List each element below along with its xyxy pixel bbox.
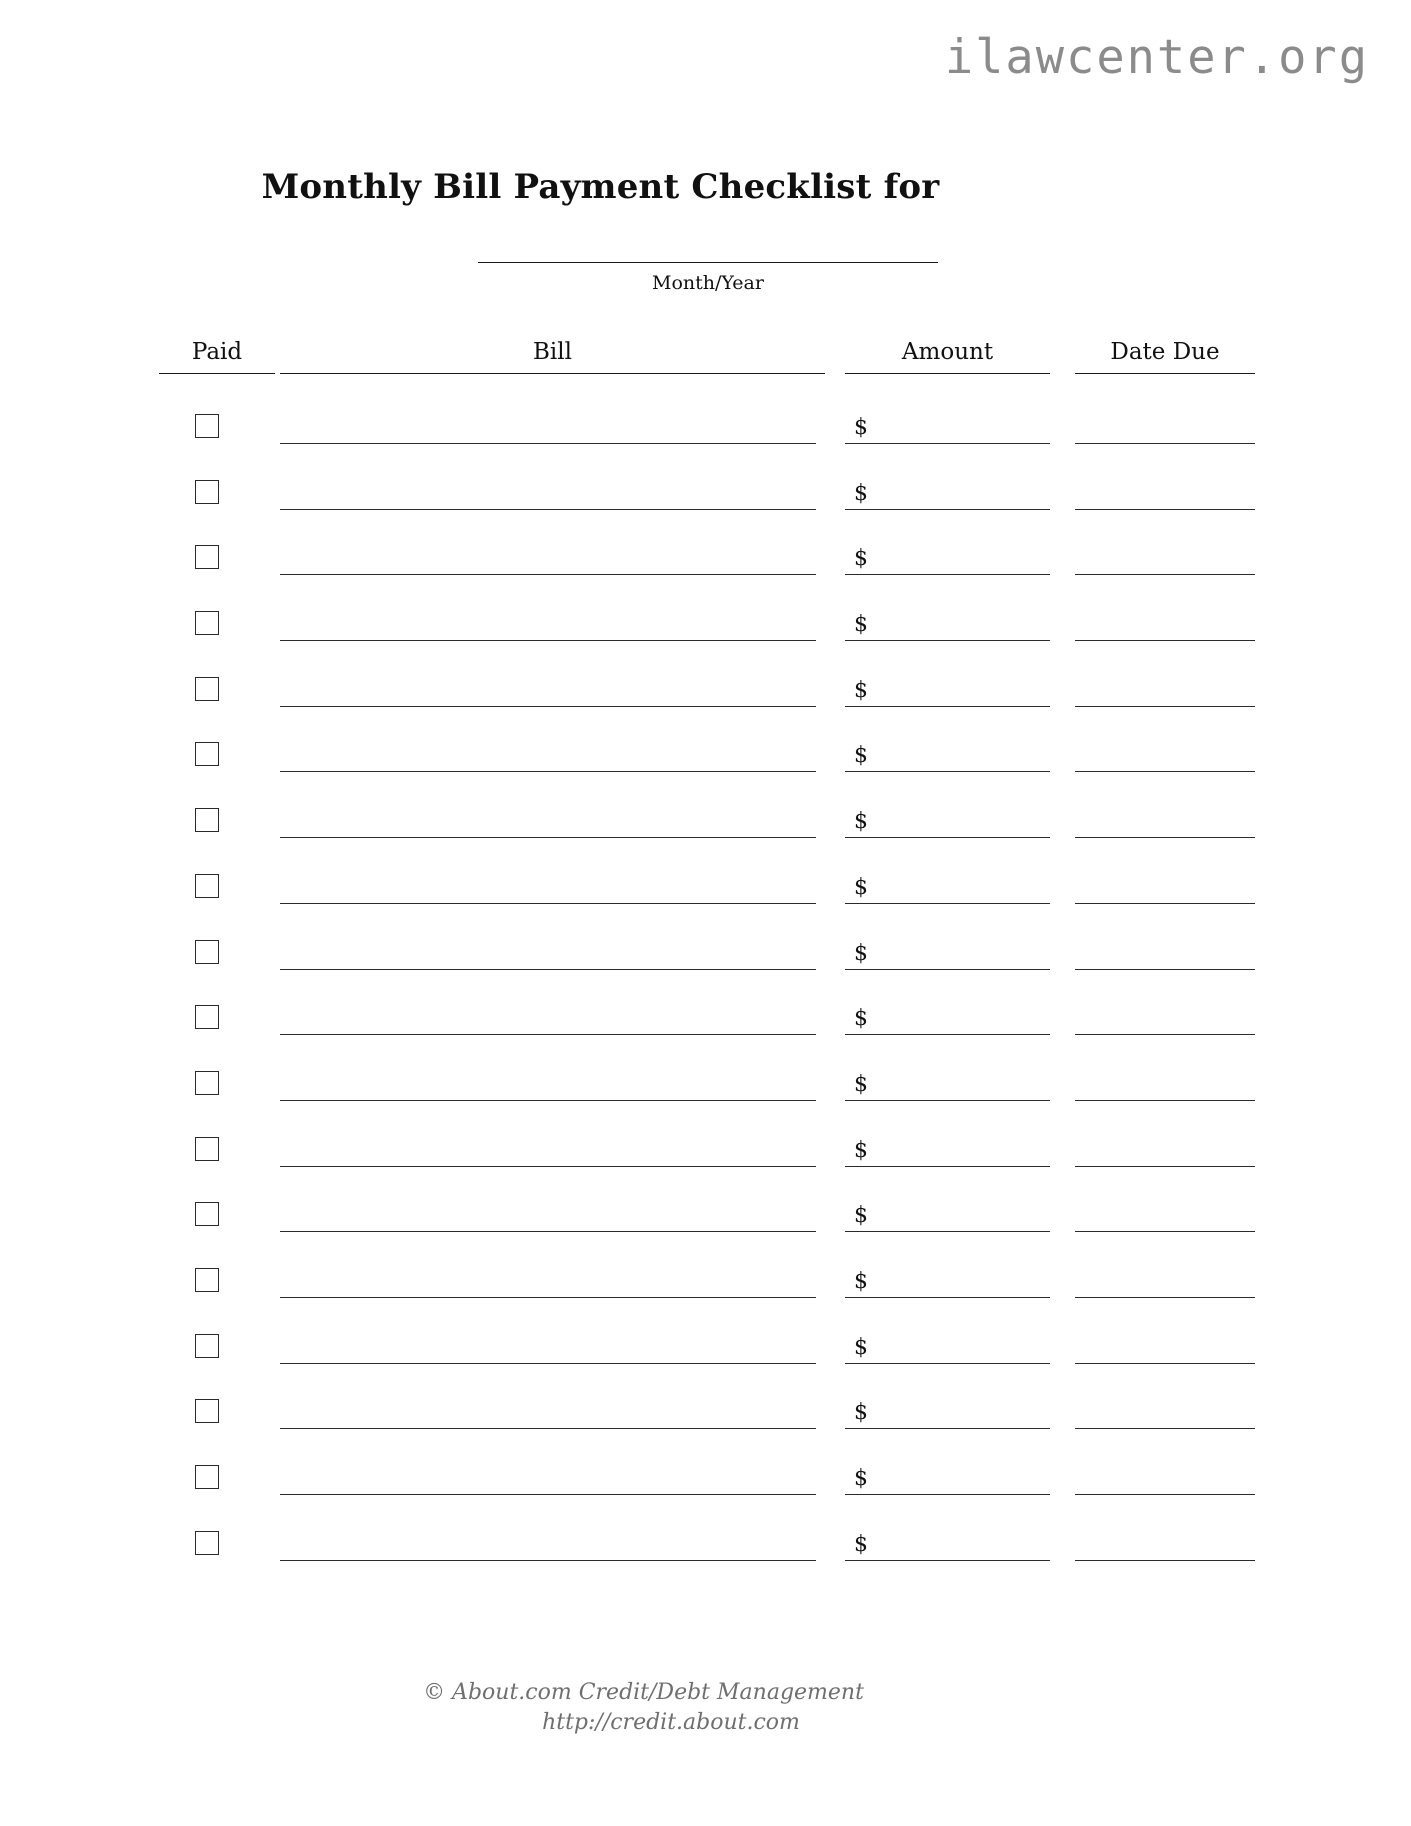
table-row — [0, 996, 1411, 1062]
footer-copyright: © About.com Credit/Debt Management — [423, 1680, 864, 1705]
date-due-input-line[interactable] — [1075, 1560, 1255, 1561]
table-row — [0, 1062, 1411, 1128]
amount-input-line[interactable] — [845, 1297, 1050, 1298]
column-header-paid — [159, 341, 275, 377]
date-due-input-line[interactable] — [1075, 771, 1255, 772]
currency-symbol: $ — [854, 415, 868, 440]
table-row — [0, 471, 1411, 537]
paid-checkbox[interactable] — [195, 1399, 219, 1423]
amount-input-line[interactable] — [845, 574, 1050, 575]
amount-input-line[interactable] — [845, 509, 1050, 510]
bill-input-line[interactable] — [280, 1560, 816, 1561]
date-due-input-line[interactable] — [1075, 574, 1255, 575]
currency-symbol: $ — [854, 809, 868, 835]
bill-input-line[interactable] — [280, 443, 816, 444]
date-due-input-line[interactable] — [1075, 1428, 1255, 1429]
paid-checkbox[interactable] — [195, 874, 219, 898]
bill-input-line[interactable] — [280, 903, 816, 904]
currency-symbol: $ — [854, 743, 868, 769]
page-title-text: Monthly Bill Payment Checklist for — [261, 167, 940, 207]
table-row — [0, 1193, 1411, 1259]
currency-symbol: $ — [854, 940, 868, 966]
paid-checkbox[interactable] — [195, 1465, 219, 1489]
date-due-input-line[interactable] — [1075, 969, 1255, 970]
table-row — [0, 602, 1411, 668]
paid-checkbox[interactable] — [195, 480, 219, 504]
bill-input-line[interactable] — [280, 1428, 816, 1429]
bill-input-line[interactable] — [280, 1166, 816, 1167]
date-due-input-line[interactable] — [1075, 509, 1255, 510]
date-due-input-line[interactable] — [1075, 443, 1255, 444]
amount-input-line[interactable] — [845, 443, 1050, 444]
currency-symbol: $ — [854, 1466, 868, 1491]
column-header-date-due-label: Date Due — [1110, 339, 1220, 365]
amount-input-line[interactable] — [845, 706, 1050, 707]
amount-input-line[interactable] — [845, 969, 1050, 970]
month-year-label: Month/Year — [652, 272, 764, 294]
table-row — [0, 931, 1411, 997]
amount-input-line[interactable] — [845, 903, 1050, 904]
paid-checkbox[interactable] — [195, 940, 219, 964]
page-title — [0, 167, 1411, 207]
column-header-bill-label: Bill — [533, 339, 572, 365]
table-row — [0, 405, 1411, 471]
date-due-input-line[interactable] — [1075, 1494, 1255, 1495]
table-row — [0, 668, 1411, 734]
table-row — [0, 799, 1411, 865]
footer-url: http://credit.about.com — [542, 1709, 800, 1735]
paid-checkbox[interactable] — [195, 545, 219, 569]
bill-input-line[interactable] — [280, 1297, 816, 1298]
bill-input-line[interactable] — [280, 771, 816, 772]
currency-symbol: $ — [854, 1071, 868, 1097]
column-header-amount — [845, 341, 1050, 377]
date-due-input-line[interactable] — [1075, 1034, 1255, 1035]
currency-symbol: $ — [854, 1334, 868, 1360]
amount-input-line[interactable] — [845, 1494, 1050, 1495]
paid-checkbox[interactable] — [195, 1071, 219, 1095]
currency-symbol: $ — [854, 874, 868, 900]
currency-symbol: $ — [854, 546, 868, 572]
amount-input-line[interactable] — [845, 1100, 1050, 1101]
bill-input-line[interactable] — [280, 1100, 816, 1101]
currency-symbol: $ — [854, 1137, 868, 1163]
table-row — [0, 1325, 1411, 1391]
column-header-amount-rule — [845, 373, 1050, 374]
checklist-rows — [0, 405, 1411, 1587]
paid-checkbox[interactable] — [195, 414, 219, 438]
table-row — [0, 865, 1411, 931]
date-due-input-line[interactable] — [1075, 706, 1255, 707]
table-row — [0, 536, 1411, 602]
paid-checkbox[interactable] — [195, 742, 219, 766]
site-watermark: ilawcenter.org — [944, 30, 1369, 85]
bill-input-line[interactable] — [280, 509, 816, 510]
bill-input-line[interactable] — [280, 640, 816, 641]
column-header-paid-label: Paid — [191, 339, 243, 365]
column-header-paid-rule — [159, 373, 275, 374]
bill-input-line[interactable] — [280, 837, 816, 838]
paid-checkbox[interactable] — [195, 677, 219, 701]
column-header-bill — [280, 341, 825, 377]
amount-input-line[interactable] — [845, 1034, 1050, 1035]
date-due-input-line[interactable] — [1075, 1231, 1255, 1232]
paid-checkbox[interactable] — [195, 808, 219, 832]
column-header-date-due — [1075, 341, 1255, 377]
column-header-date-due-rule — [1075, 373, 1255, 374]
date-due-input-line[interactable] — [1075, 1363, 1255, 1364]
date-due-input-line[interactable] — [1075, 1297, 1255, 1298]
amount-input-line[interactable] — [845, 1166, 1050, 1167]
amount-input-line[interactable] — [845, 640, 1050, 641]
currency-symbol: $ — [854, 1006, 868, 1032]
paid-checkbox[interactable] — [195, 1137, 219, 1161]
bill-input-line[interactable] — [280, 706, 816, 707]
bill-input-line[interactable] — [280, 1034, 816, 1035]
table-row — [0, 1456, 1411, 1522]
column-header-bill-rule — [280, 373, 825, 374]
paid-checkbox[interactable] — [195, 1531, 219, 1555]
table-row — [0, 1259, 1411, 1325]
amount-input-line[interactable] — [845, 1560, 1050, 1561]
amount-input-line[interactable] — [845, 1231, 1050, 1232]
amount-input-line[interactable] — [845, 1428, 1050, 1429]
paid-checkbox[interactable] — [195, 1268, 219, 1292]
bill-input-line[interactable] — [280, 969, 816, 970]
table-row — [0, 1522, 1411, 1588]
currency-symbol: $ — [854, 612, 868, 638]
paid-checkbox[interactable] — [195, 1334, 219, 1358]
date-due-input-line[interactable] — [1075, 837, 1255, 838]
currency-symbol: $ — [854, 480, 868, 506]
paid-checkbox[interactable] — [195, 1202, 219, 1226]
amount-input-line[interactable] — [845, 1363, 1050, 1364]
currency-symbol: $ — [854, 1400, 868, 1426]
table-row — [0, 733, 1411, 799]
paid-checkbox[interactable] — [195, 611, 219, 635]
month-year-writing-line[interactable] — [478, 262, 938, 263]
date-due-input-line[interactable] — [1075, 903, 1255, 904]
date-due-input-line[interactable] — [1075, 640, 1255, 641]
bill-input-line[interactable] — [280, 1231, 816, 1232]
bill-input-line[interactable] — [280, 574, 816, 575]
table-row — [0, 1128, 1411, 1194]
amount-input-line[interactable] — [845, 771, 1050, 772]
bill-input-line[interactable] — [280, 1363, 816, 1364]
date-due-input-line[interactable] — [1075, 1100, 1255, 1101]
page-footer — [0, 1678, 1411, 1737]
currency-symbol: $ — [854, 677, 868, 703]
currency-symbol: $ — [854, 1203, 868, 1229]
column-header-amount-label: Amount — [901, 339, 994, 365]
table-row — [0, 1390, 1411, 1456]
currency-symbol: $ — [854, 1531, 868, 1557]
paid-checkbox[interactable] — [195, 1005, 219, 1029]
bill-input-line[interactable] — [280, 1494, 816, 1495]
date-due-input-line[interactable] — [1075, 1166, 1255, 1167]
month-year-field[interactable] — [478, 262, 938, 294]
amount-input-line[interactable] — [845, 837, 1050, 838]
currency-symbol: $ — [854, 1268, 868, 1294]
